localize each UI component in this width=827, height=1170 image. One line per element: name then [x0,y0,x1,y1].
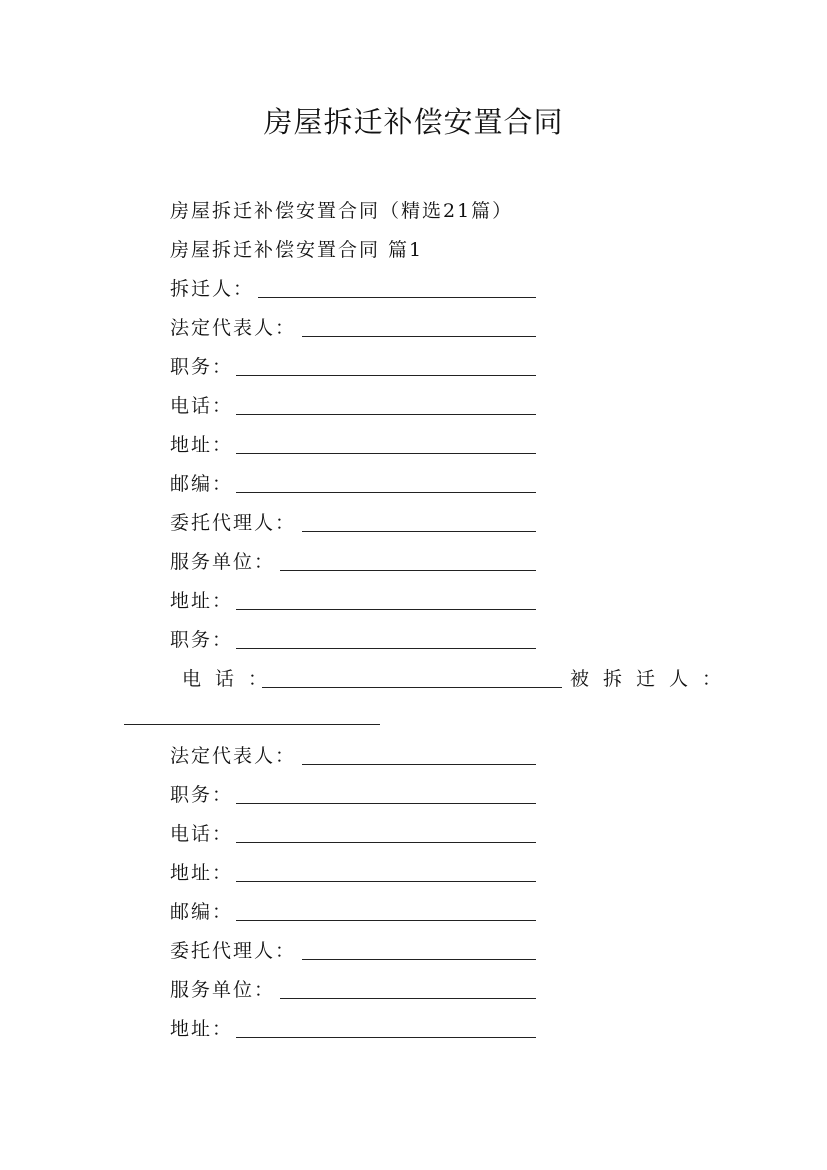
phone-label: 电话： [170,395,234,417]
agent-blank [302,531,536,532]
demolisher-label: 拆迁人： [170,278,255,300]
b-legal-rep-blank [302,764,536,765]
position-blank [236,375,536,376]
b-phone-label: 电话： [170,823,234,845]
b-agent-address-label: 地址： [170,1018,234,1040]
b-phone-blank [236,842,536,843]
b-employer-label: 服务单位： [170,979,276,1001]
phone-blank [236,414,536,415]
demolishee-blank [124,724,380,725]
address-blank [236,453,536,454]
b-agent-label: 委托代理人： [170,940,297,962]
legal-rep-blank [302,336,536,337]
document-title: 房屋拆迁补偿安置合同 [263,105,564,139]
postcode-blank [236,492,536,493]
employer-label: 服务单位： [170,551,276,573]
document-subtitle: 房屋拆迁补偿安置合同（精选21篇） [170,200,514,222]
section-heading: 房屋拆迁补偿安置合同 篇1 [170,239,424,261]
b-legal-rep-label: 法定代表人： [170,745,297,767]
b-employer-blank [280,998,536,999]
employer-blank [280,570,536,571]
address-label: 地址： [170,434,234,456]
b-postcode-label: 邮编： [170,901,234,923]
b-agent-address-blank [236,1037,536,1038]
agent-address-label: 地址： [170,590,234,612]
b-position-label: 职务： [170,784,234,806]
agent-address-blank [236,609,536,610]
inline-phone-blank [262,687,562,688]
legal-rep-label: 法定代表人： [170,317,297,339]
position-label: 职务： [170,356,234,378]
b-position-blank [236,803,536,804]
postcode-label: 邮编： [170,473,234,495]
b-address-blank [236,881,536,882]
demolishee-label: 被拆迁人： [570,668,736,690]
inline-phone-label: 电话： [182,668,282,690]
agent-position-blank [236,648,536,649]
b-postcode-blank [236,920,536,921]
agent-label: 委托代理人： [170,512,297,534]
agent-position-label: 职务： [170,629,234,651]
b-address-label: 地址： [170,862,234,884]
demolisher-blank [258,297,536,298]
b-agent-blank [302,959,536,960]
